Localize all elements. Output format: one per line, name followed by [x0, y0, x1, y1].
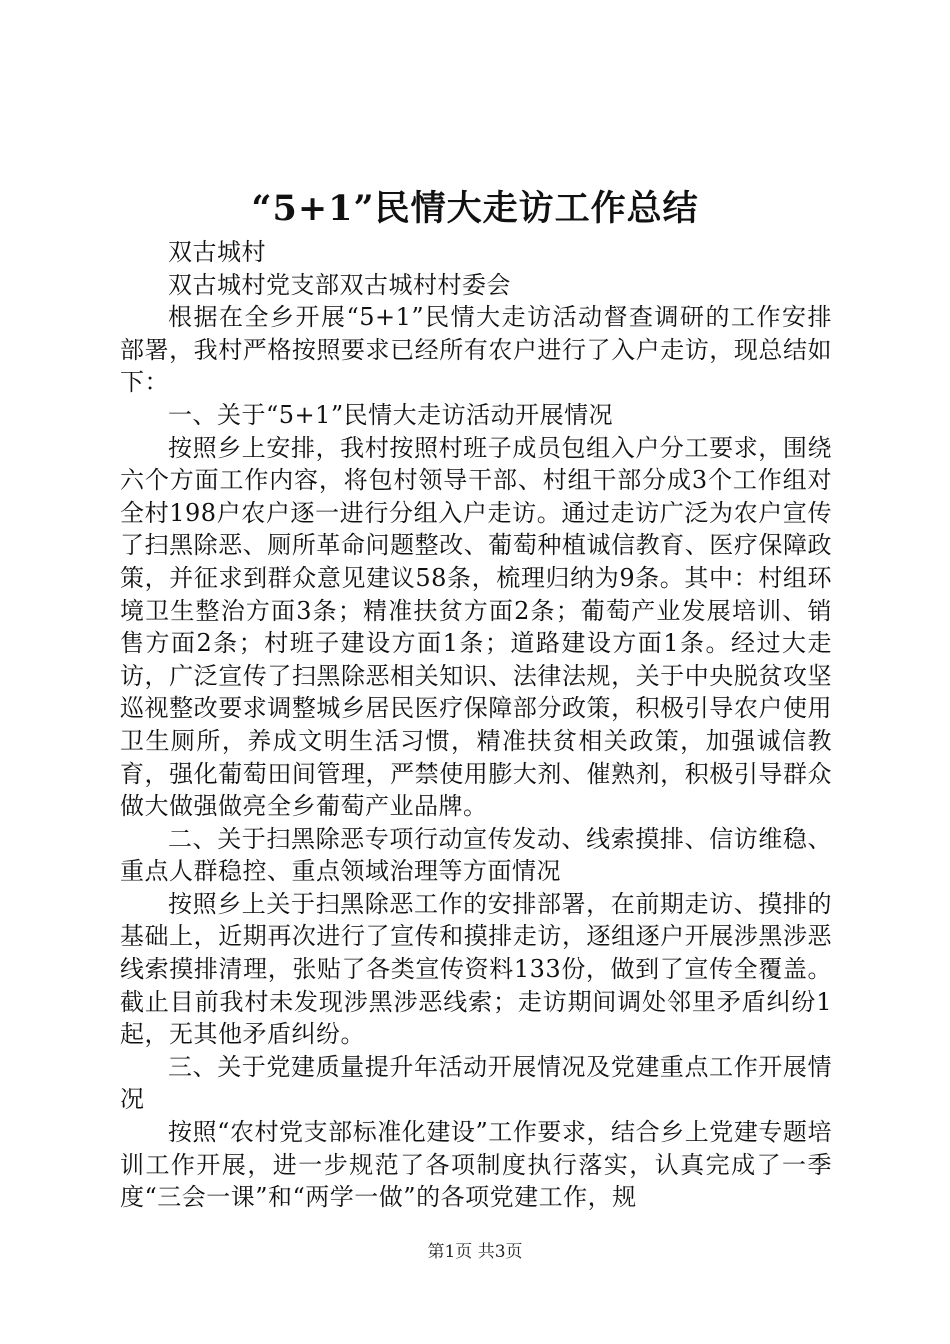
document-body	[120, 236, 832, 1214]
section-heading-2: 二、关于扫黑除恶专项行动宣传发动、线索摸排、信访维稳、重点人群稳控、重点领域治理等方面情况	[120, 824, 832, 886]
document-title: “5+1”民情大走访工作总结	[251, 188, 699, 229]
page-footer: 第1页 共3页	[427, 1242, 523, 1262]
paragraph-section-1: 按照乡上安排，我村按照村班子成员包组入户分工要求，围绕六个方面工作内容，将包村领导干部、村组干部分成3个工作组对全村198户农户逐一进行分组入户走访。通过走访广泛为农户宣传了扫黑除恶、厕所革命问题整改、葡萄种植诚信教育、医疗保障政策，并征求到群众意见建议58条，梳理归纳为9条。其中：村组环境卫生整治方面3条；精准扶贫方面2条；葡萄产业发展培训、销售方面2条；村班子建设方面1条；道路建设方面1条。经过大走访，广泛宣传了扫黑除恶相关知识、法律法规，关于中央脱贫攻坚巡视整改要求调整城乡居民医疗保障部分政策，积极引导农户使用卫生厕所，养成文明生活习惯，精准扶贫相关政策，加强诚信教育，强化葡萄田间管理，严禁使用膨大剂、催熟剂，积极引导群众做大做强做亮全乡葡萄产业品牌。	[120, 433, 832, 821]
paragraph-village-name: 双古城村	[168, 238, 266, 266]
paragraph-section-2: 按照乡上关于扫黑除恶工作的安排部署，在前期走访、摸排的基础上，近期再次进行了宣传和摸排走访，逐组逐户开展涉黑涉恶线索摸排清理，张贴了各类宣传资料133份，做到了宣传全覆盖。截止目前我村未发现涉黑涉恶线索；走访期间调处邻里矛盾纠纷1起，无其他矛盾纠纷。	[120, 889, 832, 1049]
section-heading-3: 三、关于党建质量提升年活动开展情况及党建重点工作开展情况	[120, 1052, 832, 1114]
paragraph-intro: 根据在全乡开展“5+1”民情大走访活动督查调研的工作安排部署，我村严格按照要求已经所有农户进行了入户走访，现总结如下：	[120, 303, 832, 397]
paragraph-section-3: 按照“农村党支部标准化建设”工作要求，结合乡上党建专题培训工作开展，进一步规范了各项制度执行落实，认真完成了一季度“三会一课”和“两学一做”的各项党建工作，规	[120, 1118, 832, 1212]
paragraph-organization: 双古城村党支部双古城村村委会	[168, 270, 511, 299]
section-heading-1: 一、关于“5+1”民情大走访活动开展情况	[168, 400, 614, 429]
